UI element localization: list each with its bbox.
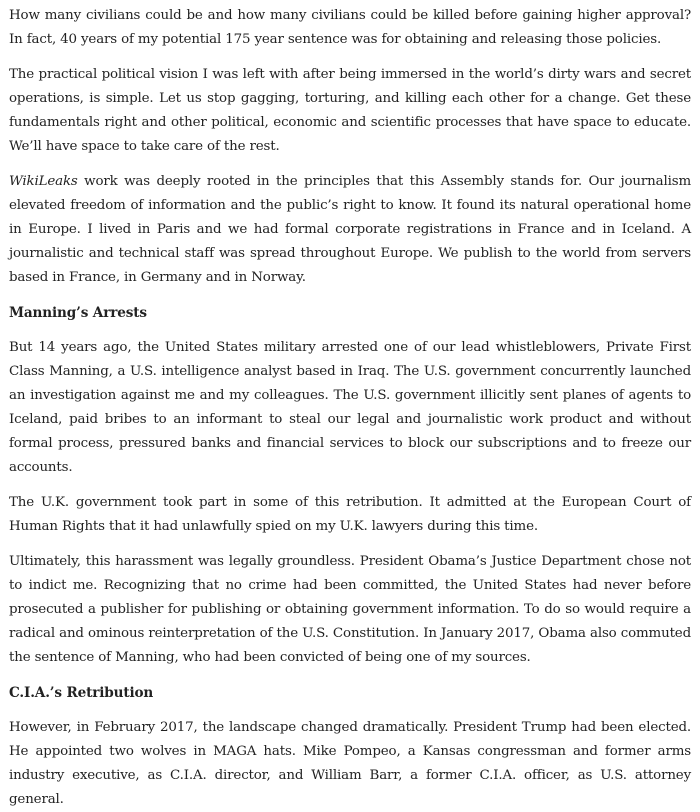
wikileaks-italic: WikiLeaks (9, 174, 78, 189)
paragraph-harassment-groundless: Ultimately, this harassment was legally groundless. President Obama’s Justice Department chose not to indict me. Recognizing that no crime had been committed, the United States had never before prosecuted a publisher for publishing or obtaining government information. To do so would require a radical and ominous reinterpretation of the U.S. Constitution. In January 2017, Obama also commuted the sentence of Manning, who had been convicted of being one of my sources. (9, 554, 691, 665)
paragraph-manning-arrest: But 14 years ago, the United States military arrested one of our lead whistleblowers, Private First Class Manning, a U.S. intelligence analyst based in Iraq. The U.S. government concurrently launched an investigation against me and my colleagues. The U.S. government illicitly sent planes of agents to Iceland, paid bribes to an informant to steal our legal and journalistic work product and without formal process, pressured banks and financial services to block our subscriptions and to freeze our accounts. (9, 340, 691, 475)
paragraph-uk-government: The U.K. government took part in some of this retribution. It admitted at the European Court of Human Rights that it had unlawfully spied on my U.K. lawyers during this time. (9, 495, 691, 534)
paragraph-wikileaks-text: work was deeply rooted in the principles that this Assembly stands for. Our journalism elevated freedom of information and the public’s right to know. It found its natural operational home in Europe. I lived in Paris and we had formal corporate registrations in France and in Iceland. A journalistic and technical staff was spread throughout Europe. We publish to the world from servers based in France, in Germany and in Norway. (9, 174, 691, 285)
paragraph-political-vision: The practical political vision I was left with after being immersed in the world’s dirty wars and secret operations, is simple. Let us stop gagging, torturing, and killing each other for a change. Get these fundamentals right and other political, economic and scientific processes that have space to educate. We’ll have space to take care of the rest. (9, 67, 691, 154)
paragraph-february-2017: However, in February 2017, the landscape changed dramatically. President Trump had been elected. He appointed two wolves in MAGA hats. Mike Pompeo, a Kansas congressman and former arms industry executive, as C.I.A. director, and William Barr, a former C.I.A. officer, as U.S. attorney general. (9, 720, 691, 807)
paragraph-civilians: How many civilians could be and how many civilians could be killed before gaining higher approval? In fact, 40 years of my potential 175 year sentence was for obtaining and releasing those policies. (9, 8, 691, 47)
section-heading-cia-retribution: C.I.A.’s Retribution (9, 685, 154, 701)
paragraph-wikileaks-work (9, 170, 691, 290)
section-heading-mannings-arrests: Manning’s Arrests (9, 305, 147, 321)
